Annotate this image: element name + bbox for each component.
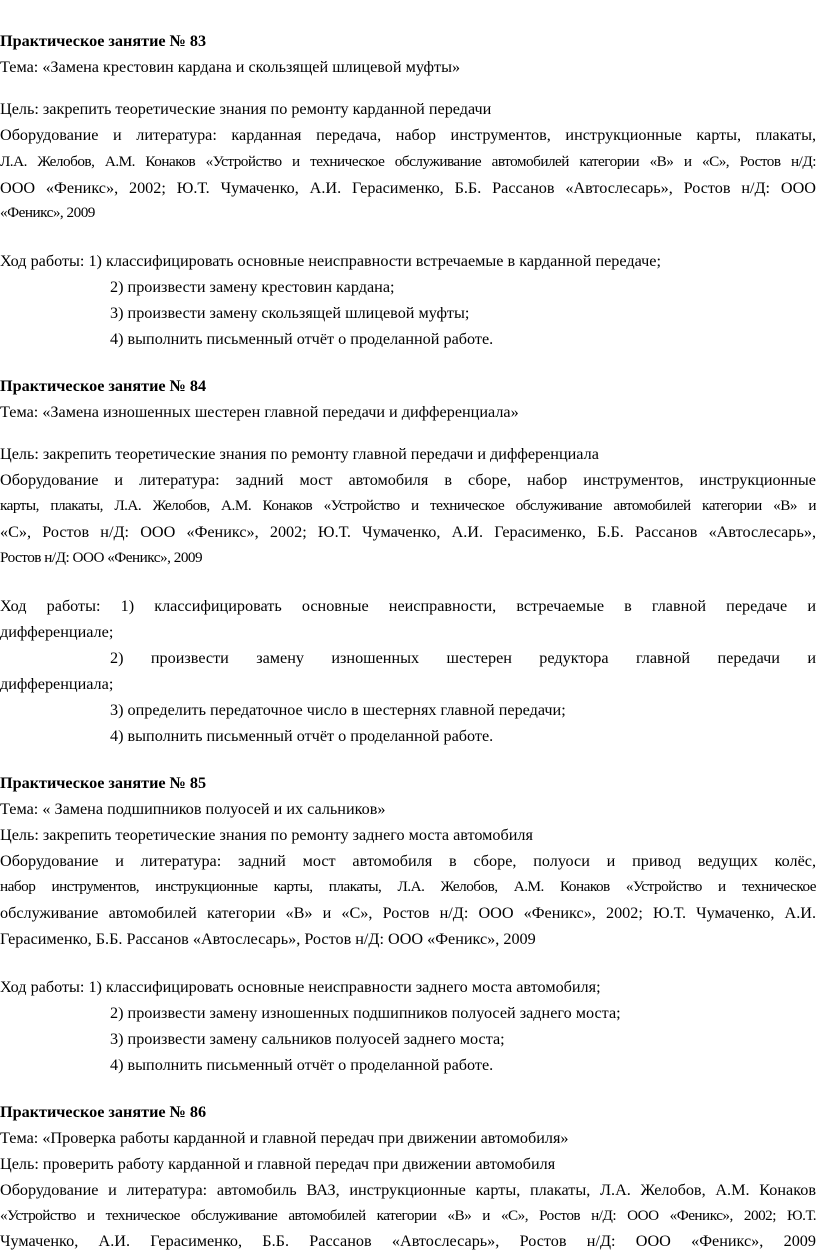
lesson-85-topic: Тема: « Замена подшипников полуосей и их сальников»: [0, 800, 386, 818]
lesson-84-work-line: 4) выполнить письменный отчёт о проделанной работе.: [110, 727, 494, 745]
lesson-85-goal: Цель: закрепить теоретические знания по ремонту заднего моста автомобиля: [0, 826, 533, 844]
lesson-83-topic: Тема: «Замена крестовин кардана и скользящей шлицевой муфты»: [0, 58, 461, 76]
lesson-84-equipment-line: «С», Ростов н/Д: ООО «Феникс», 2002; Ю.Т. Чумаченко, А.И. Герасименко, Б.Б. Рассанов «Автослесарь»,: [0, 523, 816, 541]
lesson-85-equipment-line: Герасименко, Б.Б. Рассанов «Автослесарь», Ростов н/Д: ООО «Феникс», 2009: [0, 930, 536, 948]
lesson-83-goal: Цель: закрепить теоретические знания по ремонту карданной передачи: [0, 100, 492, 118]
lesson-83-equipment-line: «Феникс», 2009: [0, 204, 95, 221]
lesson-85-equipment-line: обслуживание автомобилей категории «В» и «С», Ростов н/Д: ООО «Феникс», 2002; Ю.Т. Чумаченко, А.И.: [0, 904, 816, 922]
lesson-83-work-line: 4) выполнить письменный отчёт о проделанной работе.: [110, 330, 494, 348]
lesson-84-equipment-line: Ростов н/Д: ООО «Феникс», 2009: [0, 549, 203, 566]
lesson-86-equipment-line: «Устройство и техническое обслуживание автомобилей категории «В» и «С», Ростов н/Д: ООО «Феникс», 2002; Ю.Т.: [0, 1207, 816, 1224]
lesson-84-work-line: Ход работы: 1) классифицировать основные неисправности, встречаемые в главной передаче и: [0, 597, 816, 615]
lesson-86-equipment-line: Чумаченко, А.И. Герасименко, Б.Б. Рассанов «Автослесарь», Ростов н/Д: ООО «Феникс», 2009: [0, 1232, 816, 1250]
lesson-84-equipment-line: Оборудование и литература: задний мост автомобиля в сборе, набор инструментов, инструкционные: [0, 471, 816, 489]
lesson-86-equipment-line: Оборудование и литература: автомобиль ВАЗ, инструкционные карты, плакаты, Л.А. Желобов, А.М. Конаков: [0, 1181, 816, 1199]
lesson-83-work-line: Ход работы: 1) классифицировать основные неисправности встречаемые в карданной передаче;: [0, 252, 661, 270]
lesson-84-title: Практическое занятие № 84: [0, 377, 207, 395]
lesson-86-goal: Цель: проверить работу карданной и главной передач при движении автомобиля: [0, 1155, 556, 1173]
lesson-84-work-line: 2) произвести замену изношенных шестерен редуктора главной передачи и: [110, 649, 816, 667]
lesson-86-topic: Тема: «Проверка работы карданной и главной передач при движении автомобиля»: [0, 1129, 569, 1147]
lesson-85-work-line: 2) произвести замену изношенных подшипников полуосей заднего моста;: [110, 1004, 621, 1022]
lesson-85-work-line: Ход работы: 1) классифицировать основные неисправности заднего моста автомобиля;: [0, 978, 601, 996]
lesson-85-equipment-line: набор инструментов, инструкционные карты, плакаты, Л.А. Желобов, А.М. Конаков «Устройство и техническое: [0, 878, 816, 895]
lesson-83-work-line: 3) произвести замену скользящей шлицевой муфты;: [110, 304, 470, 322]
lesson-83-work-line: 2) произвести замену крестовин кардана;: [110, 278, 395, 296]
lesson-85-work-line: 4) выполнить письменный отчёт о проделанной работе.: [110, 1056, 494, 1074]
lesson-85-title: Практическое занятие № 85: [0, 774, 207, 792]
lesson-83-equipment-line: Оборудование и литература: карданная передача, набор инструментов, инструкционные карты, плакаты,: [0, 126, 816, 144]
lesson-84-equipment-line: карты, плакаты, Л.А. Желобов, А.М. Конаков «Устройство и техническое обслуживание автомобилей категории «В» и: [0, 497, 816, 514]
lesson-85-equipment-line: Оборудование и литература: задний мост автомобиля в сборе, полуоси и привод ведущих колёс,: [0, 852, 816, 870]
lesson-83-equipment-line: ООО «Феникс», 2002; Ю.Т. Чумаченко, А.И. Герасименко, Б.Б. Рассанов «Автослесарь», Ростов н/Д: ООО: [0, 179, 816, 197]
lesson-84-work-line: дифференциале;: [0, 623, 114, 641]
lesson-84-work-line: 3) определить передаточное число в шестернях главной передачи;: [110, 701, 566, 719]
lesson-84-topic: Тема: «Замена изношенных шестерен главной передачи и дифференциала»: [0, 403, 519, 421]
lesson-85-work-line: 3) произвести замену сальников полуосей заднего моста;: [110, 1030, 505, 1048]
lesson-84-work-line: дифференциала;: [0, 675, 114, 693]
lesson-84-goal: Цель: закрепить теоретические знания по ремонту главной передачи и дифференциала: [0, 445, 599, 463]
lesson-83-title: Практическое занятие № 83: [0, 32, 207, 50]
lesson-86-title: Практическое занятие № 86: [0, 1103, 207, 1121]
lesson-83-equipment-line: Л.А. Желобов, А.М. Конаков «Устройство и техническое обслуживание автомобилей категории «В» и «С», Ростов н/Д:: [0, 153, 816, 170]
